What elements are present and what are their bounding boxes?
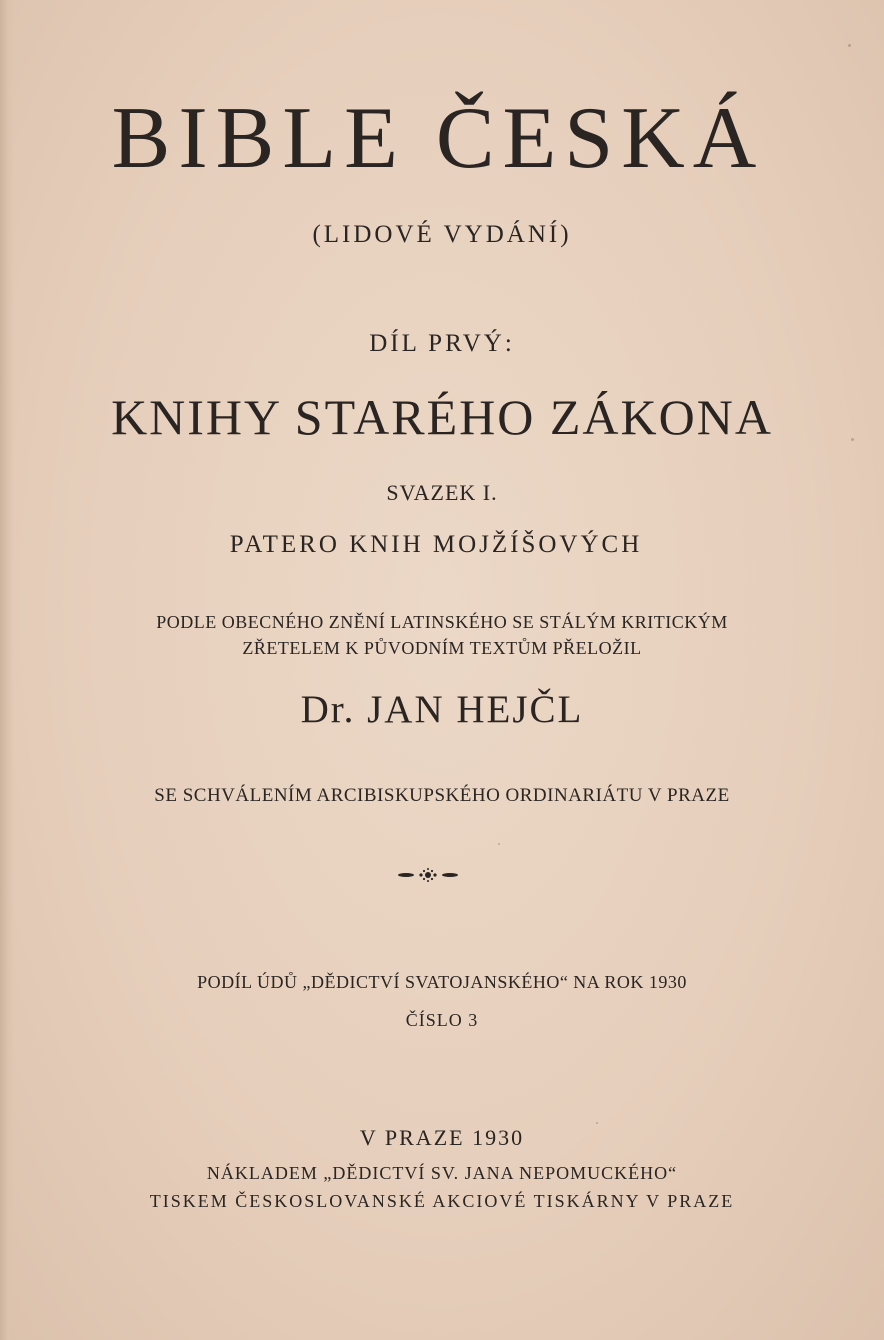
paper-speck [851,438,854,441]
approval-note: SE SCHVÁLENÍM ARCIBISKUPSKÉHO ORDINARIÁTU V PRAZE [154,785,730,806]
typographic-ornament-icon [396,866,460,884]
paper-speck [596,1122,598,1124]
issue-number: ČÍSLO 3 [405,1010,479,1030]
printer-line: TISKEM ČESKOSLOVANSKÉ AKCIOVÉ TISKÁRNY V PRAZE [149,1191,735,1211]
publisher-line: NÁKLADEM „DĚDICTVÍ SV. JANA NEPOMUCKÉHO“ [206,1163,678,1183]
place-and-year: V PRAZE 1930 [359,1125,525,1150]
book-title: BIBLE ČESKÁ [111,90,765,187]
translator-name: Dr. JAN HEJČL [300,688,584,731]
translation-note-line-1: PODLE OBECNÉHO ZNĚNÍ LATINSKÉHO SE STÁLÝM KRITICKÝM [156,612,728,632]
paper-speck [848,44,851,47]
membership-share-note: PODÍL ÚDŮ „DĚDICTVÍ SVATOJANSKÉHO“ NA ROK 1930 [197,972,687,992]
part-label: DÍL PRVÝ: [369,330,515,357]
paper-speck [498,843,500,845]
volume-label: SVAZEK I. [386,480,498,505]
part-title: KNIHY STARÉHO ZÁKONA [111,389,773,445]
edition-subtitle: (LIDOVÉ VYDÁNÍ) [312,221,572,248]
volume-title: PATERO KNIH MOJŽÍŠOVÝCH [229,531,643,558]
translation-note-line-2: ZŘETELEM K PŮVODNÍM TEXTŮM PŘELOŽIL [242,638,642,658]
